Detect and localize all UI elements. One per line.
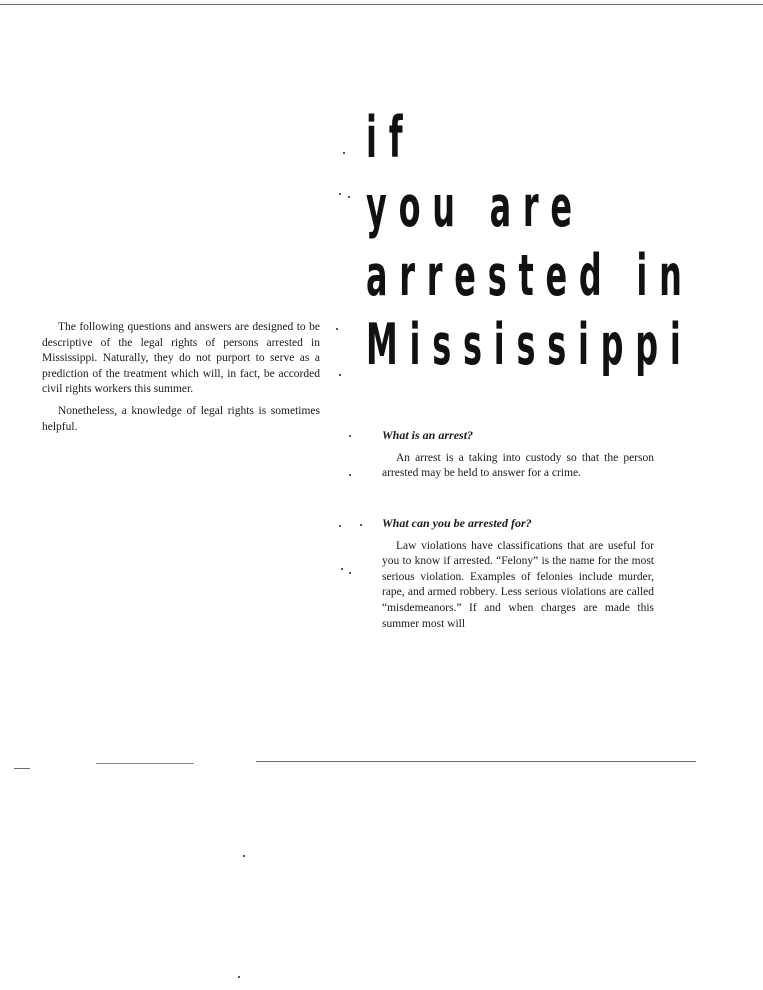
qa-question: What is an arrest? [382,428,474,442]
qa-answer: An arrest is a taking into custody so that the person arrested may be held to answer for a crime. [382,451,654,480]
stray-mark [243,855,245,857]
stray-mark [341,568,343,570]
stray-mark [339,193,341,195]
bottom-rule [256,761,696,762]
bottom-rule [14,768,30,769]
stray-mark [336,328,338,330]
stray-mark [348,196,350,198]
stray-mark [339,525,341,527]
stray-mark [349,474,351,476]
headline-line: if [366,105,415,171]
headline-line: Mississippi [366,312,693,378]
stray-mark [339,374,341,376]
headline-line: arrested in [366,243,694,309]
stray-mark [360,524,362,526]
intro-paragraph: Nonetheless, a knowledge of legal rights is sometimes helpful. [42,404,320,433]
qa-answer: Law violations have classifications that are useful for you to know if arrested. “Felony” is the name for the most serious violation. Examples of felonies include murder, rape, and armed robbery. Less serious violations are called “misdemeanors.” If and when charges are made this summer most will [382,539,654,630]
stray-mark [349,435,351,437]
qa-question: What can you be arrested for? [382,516,532,530]
headline-line: you are [366,174,584,240]
stray-mark [238,976,240,978]
intro-paragraph: The following questions and answers are designed to be descriptive of the legal rights of persons arrested in Mississippi. Naturally, they do not purport to serve as a prediction of the treatment which will, in fact, be accorded civil rights workers this summer. [42,321,320,396]
qa-item [382,428,654,482]
intro-column [42,320,320,441]
headline [366,104,694,380]
bottom-rule [96,763,194,764]
top-edge-rule [0,4,763,5]
stray-mark [349,572,351,574]
stray-mark [343,152,345,154]
qa-item [382,516,654,632]
